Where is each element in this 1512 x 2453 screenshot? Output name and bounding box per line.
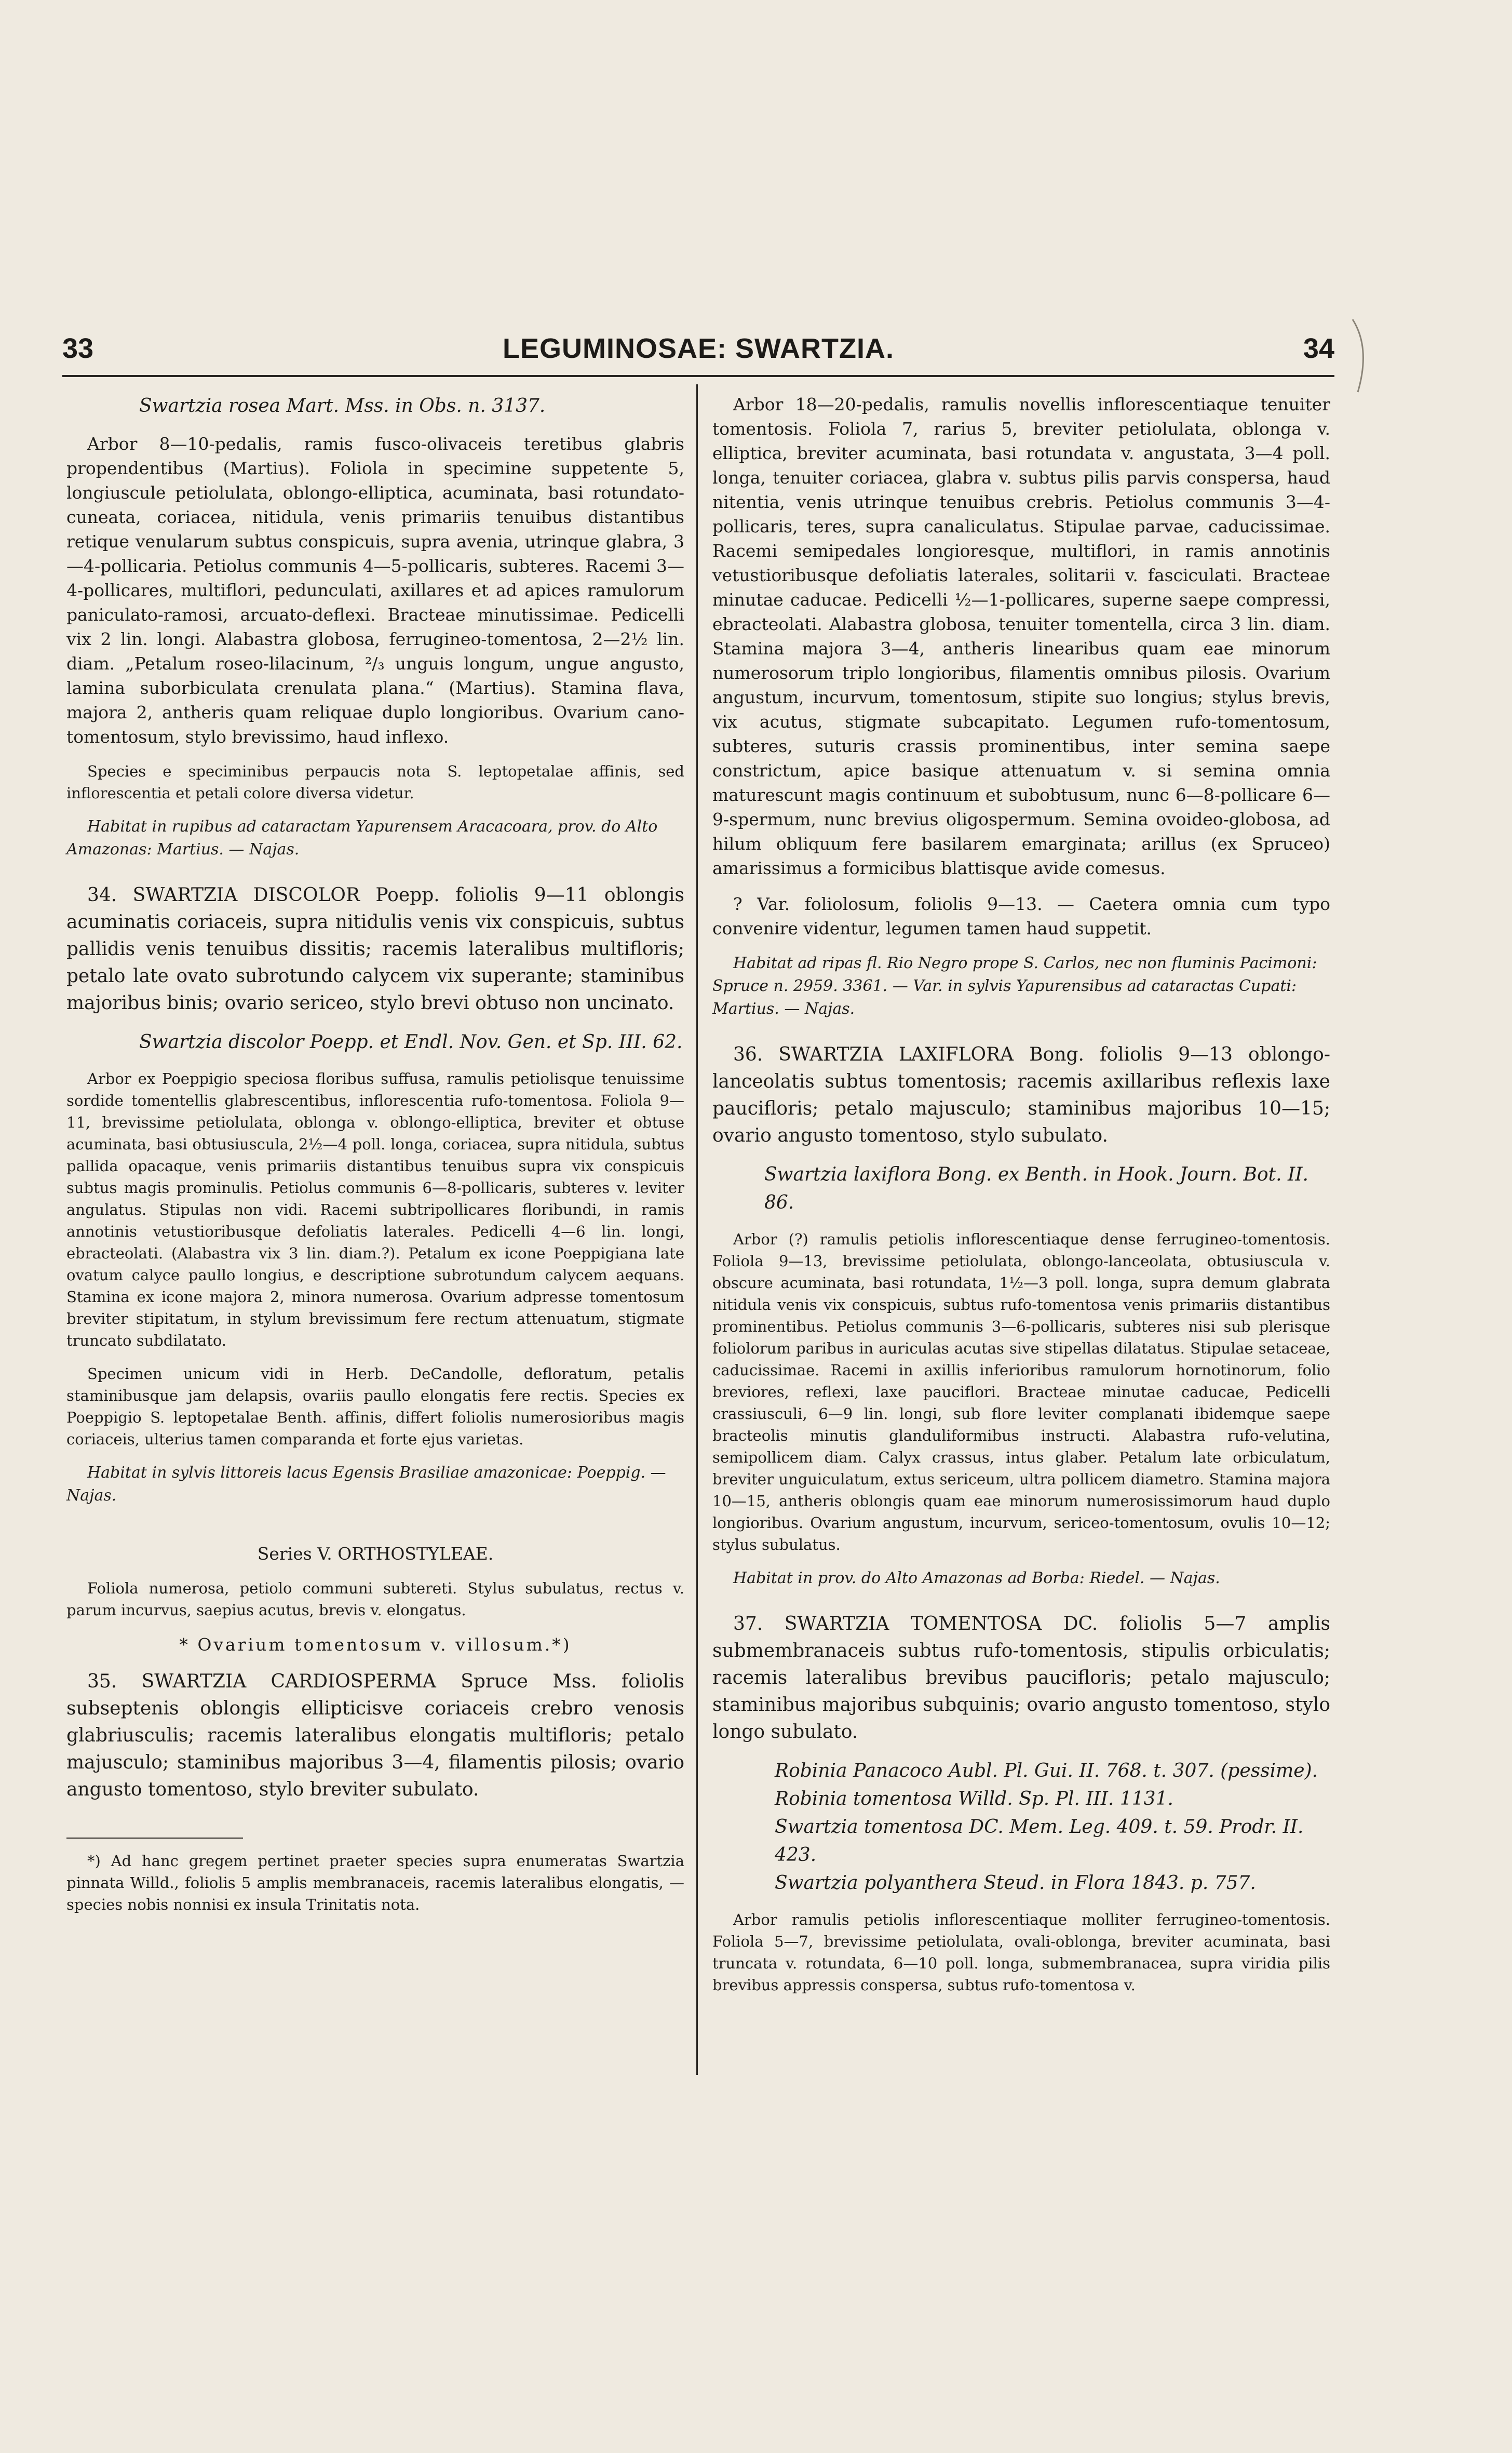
citation-rosea: Swartzia rosea Mart. Mss. in Obs. n. 3137. <box>139 395 546 417</box>
citation-laxiflora: Swartzia laxiflora Bong. ex Benth. in Hook. Journ. Bot. II. 86. <box>764 1164 1308 1213</box>
page-number-right: 34 <box>1303 333 1334 364</box>
description-laxiflora: Arbor (?) ramulis petiolis inflorescentiaque dense ferrugineo-tomentosis. Foliola 9—13, brevissime petiolulata, oblongo-lanceolata, obtusiuscula v. obscure acuminata, basi rotundata, 1½—3 poll. longa, supra demum glabrata nitidula venis vix conspicuis, subtus rufo-tomentosa venis primariis distantibus prominentibus. Petiolus communis 3—6-pollicaris, subteres nisi sub plerisque foliolorum paribus in auriculas acutas sive stipellas dilatatus. Stipulae setaceae, caducissimae. Racemi in axillis inferioribus ramulorum hornotinorum, folio breviores, reflexi, laxe pauciflori. Bracteae minutae caducae, Pedicelli crassiusculi, 6—9 lin. longi, sub flore leviter complanati ibidemque saepe bracteolis minutis glanduliformibus instructi. Alabastra rufo-velutina, semipollicem diam. Calyx crassus, intus glaber. Petalum late orbiculatum, breviter unguiculatum, extus sericeum, ultra pollicem diametro. Stamina majora 10—15, antheris oblongis quam eae minorum numerosissimorum haud duplo longioribus. Ovarium angustum, incurvum, sericeo-tomentosum, ovulis 10—12; stylus subulatus. <box>712 1230 1330 1553</box>
page-number-left: 33 <box>62 333 94 364</box>
habitat-cardiosperma: Habitat ad ripas fl. Rio Negro prope S. Carlos, nec non fluminis Pacimoni: Spruce n. 2959. 3361. — Var. in sylvis Yapurensibus ad cataractas Cupati: Martius. — Najas. <box>712 954 1317 1018</box>
series-description: Foliola numerosa, petiolo communi subtereti. Stylus subulatus, rectus v. parum incurvus, saepius acutus, brevis v. elongatus. <box>66 1579 684 1619</box>
running-title: LEGUMINOSAE: SWARTZIA. <box>503 333 894 364</box>
right-column <box>712 392 1330 1996</box>
citation-discolor: Swartzia discolor Poepp. et Endl. Nov. Gen. et Sp. III. 62. <box>139 1031 683 1053</box>
synonym-line: Robinia Panacoco Aubl. Pl. Gui. II. 768. t. 307. (pessime). <box>775 1760 1318 1781</box>
header-rule <box>62 375 1334 377</box>
description-discolor: Arbor ex Poeppigio speciosa floribus suffusa, ramulis petiolisque tenuissime sordide tomentellis glabrescentibus, inflorescentia rufo-tomentosa. Foliola 9—11, brevissime petiolulata, oblonga v. oblongo-elliptica, breviter et obtuse acuminata, basi obtusiuscula, 2½—4 poll. longa, coriacea, supra nitidula, subtus pallida opacaque, venis primariis distantibus tenuibus supra vix conspicuis subtus magis prominulis. Petiolus communis 6—8-pollicaris, subteres v. leviter angulatus. Stipulas non vidi. Racemi subtripollicares floribundi, in ramis annotinis vetustioribusque defoliatis laterales. Pedicelli 4—6 lin. longi, ebracteolati. (Alabastra vix 3 lin. diam.?). Petalum ex icone Poeppigiana late ovatum calyce paullo longius, e descriptione subrotundum calycem aequans. Stamina ex icone majora 2, minora numerosa. Ovarium adpresse tomentosum breviter stipitatum, in stylum brevissimum fere rectum attenuatum, stigmate truncato subdilatato. <box>66 1070 684 1349</box>
synonym-line: Swartzia polyanthera Steud. in Flora 1843. p. 757. <box>775 1872 1256 1894</box>
page-corner-mark <box>1350 317 1381 395</box>
description-tomentosa: Arbor ramulis petiolis inflorescentiaque molliter ferrugineo-tomentosis. Foliola 5—7, brevissime petiolulata, ovali-oblonga, breviter acuminata, basi truncata v. rotundata, 6—10 poll. longa, submembranacea, supra viridia pilis brevibus appressis conspersa, subtus rufo-tomentosa v. <box>712 1911 1330 1994</box>
note-discolor: Specimen unicum vidi in Herb. DeCandolle, defloratum, petalis staminibusque jam delapsis, ovariis paullo elongatis fere rectis. Species ex Poeppigio S. leptopetalae Benth. affinis, differt foliolis numerosioribus magis coriaceis, ulterius tamen comparanda et forte ejus varietas. <box>66 1365 684 1448</box>
synonym-list <box>712 1757 1330 1897</box>
synonym-line: Robinia tomentosa Willd. Sp. Pl. III. 1131. <box>775 1788 1173 1809</box>
footnote: *) Ad hanc gregem pertinet praeter species supra enumeratas Swartzia pinnata Willd., foliolis 5 amplis membranaceis, racemis lateralibus elongatis, — species nobis nonnisi ex insula Trinitatis nota. <box>66 1852 684 1913</box>
description-cardiosperma: Arbor 18—20-pedalis, ramulis novellis inflorescentiaque tenuiter tomentosis. Foliola 7, rarius 5, breviter petiolulata, oblonga v. elliptica, breviter acuminata, basi rotundata v. angustata, 3—4 poll. longa, tenuiter coriacea, glabra v. subtus pilis parvis conspersa, haud nitentia, venis utrinque tenuibus crebris. Petiolus communis 3—4-pollicaris, teres, supra canaliculatus. Stipulae parvae, caducissimae. Racemi semipedales longioresque, multiflori, in ramis annotinis vetustioribusque defoliatis laterales, solitarii v. fasciculati. Bracteae minutae caducae. Pedicelli ½—1-pollicares, superne saepe compressi, ebracteolati. Alabastra globosa, tenuiter tomentella, circa 3 lin. diam. Stamina majora 3—4, antheris linearibus quam eae minorum numerosorum triplo longioribus, filamentis omnibus pilosis. Ovarium angustum, incurvum, tomentosum, stipite suo longius; stylus brevis, vix acutus, stigmate subcapitato. Legumen rufo-tomentosum, subteres, suturis crassis prominentibus, inter semina saepe constrictum, apice basique attenuatum v. si semina omnia maturescunt magis continuum et subobtusum, nunc 6—8-pollicare 6—9-spermum, nunc brevius oligospermum. Semina ovoideo-globosa, ad hilum obliquum fere basilarem emarginata; arillus (ex Spruceo) amarissimus a formicibus blattisque avide comesus. <box>712 394 1330 878</box>
note-rosea: Species e speciminibus perpaucis nota S. leptopetalae affinis, sed inflorescentia et petali colore diversa videtur. <box>66 762 684 802</box>
species-heading-laxiflora: 36. SWARTZIA LAXIFLORA Bong. foliolis 9—13 oblongo-lanceolatis subtus tomentosis; racemis axillaribus reflexis laxe paucifloris; petalo majusculo; staminibus majoribus 10—15; ovario angusto tomentoso, stylo subulato. <box>712 1044 1330 1146</box>
species-heading-cardiosperma: 35. SWARTZIA CARDIOSPERMA Spruce Mss. foliolis subseptenis oblongis ellipticisve coriaceis crebro venosis glabriusculis; racemis lateralibus elongatis multifloris; petalo majusculo; staminibus majoribus 3—4, filamentis pilosis; ovario angusto tomentoso, stylo breviter subulato. <box>66 1671 684 1800</box>
variety-cardiosperma: ? Var. foliolosum, foliolis 9—13. — Caetera omnia cum typo convenire videntur, legumen tamen haud suppetit. <box>712 894 1330 939</box>
species-heading-tomentosa: 37. SWARTZIA TOMENTOSA DC. foliolis 5—7 amplis submembranaceis subtus rufo-tomentosis, stipulis orbiculatis; racemis lateralibus brevibus paucifloris; petalo majusculo; staminibus majoribus subquinis; ovario angusto tomentoso, stylo longo subulato. <box>712 1613 1330 1742</box>
left-column <box>66 392 684 1915</box>
habitat-laxiflora: Habitat in prov. do Alto Amazonas ad Borba: Riedel. — Najas. <box>733 1569 1220 1587</box>
habitat-rosea: Habitat in rupibus ad cataractam Yapurensem Aracacoara, prov. do Alto Amazonas: Martius. — Najas. <box>66 817 658 859</box>
description-rosea: Arbor 8—10-pedalis, ramis fusco-olivaceis teretibus glabris propendentibus (Martius). Foliola in specimine suppetente 5, longiuscule petiolulata, oblongo-elliptica, acuminata, basi rotundato-cuneata, coriacea, nitidula, venis primariis tenuibus distantibus retique venularum subtus conspicuis, supra avenia, utrinque glabra, 3—4-pollicaria. Petiolus communis 4—5-pollicaris, subteres. Racemi 3—4-pollicares, multiflori, pedunculati, axillares et ad apices ramulorum paniculato-ramosi, arcuato-deflexi. Bracteae minutissimae. Pedicelli vix 2 lin. longi. Alabastra globosa, ferrugineo-tomentosa, 2—2½ lin. diam. „Petalum roseo-lilacinum, ²/₃ unguis longum, ungue angusto, lamina suborbiculata crenulata plana.“ (Martius). Stamina flava, majora 2, antheris quam reliquae duplo longioribus. Ovarium cano-tomentosum, stylo brevissimo, haud inflexo. <box>66 434 684 747</box>
species-heading-discolor: 34. SWARTZIA DISCOLOR Poepp. foliolis 9—11 oblongis acuminatis coriaceis, supra nitidulis venis vix conspicuis, subtus pallidis venis tenuibus dissitis; racemis lateralibus multifloris; petalo late ovato subrotundo calycem vix superante; staminibus majoribus binis; ovario sericeo, stylo brevi obtuso non uncinato. <box>66 884 684 1014</box>
synonym-line: Swartzia tomentosa DC. Mem. Leg. 409. t. 59. Prodr. II. 423. <box>775 1816 1304 1866</box>
subgroup-heading: * Ovarium tomentosum v. villosum.*) <box>179 1634 572 1655</box>
habitat-discolor: Habitat in sylvis littoreis lacus Egensis Brasiliae amazonicae: Poeppig. — Najas. <box>66 1464 666 1505</box>
series-title: Series V. ORTHOSTYLEAE. <box>257 1544 494 1564</box>
column-divider <box>696 384 698 2075</box>
